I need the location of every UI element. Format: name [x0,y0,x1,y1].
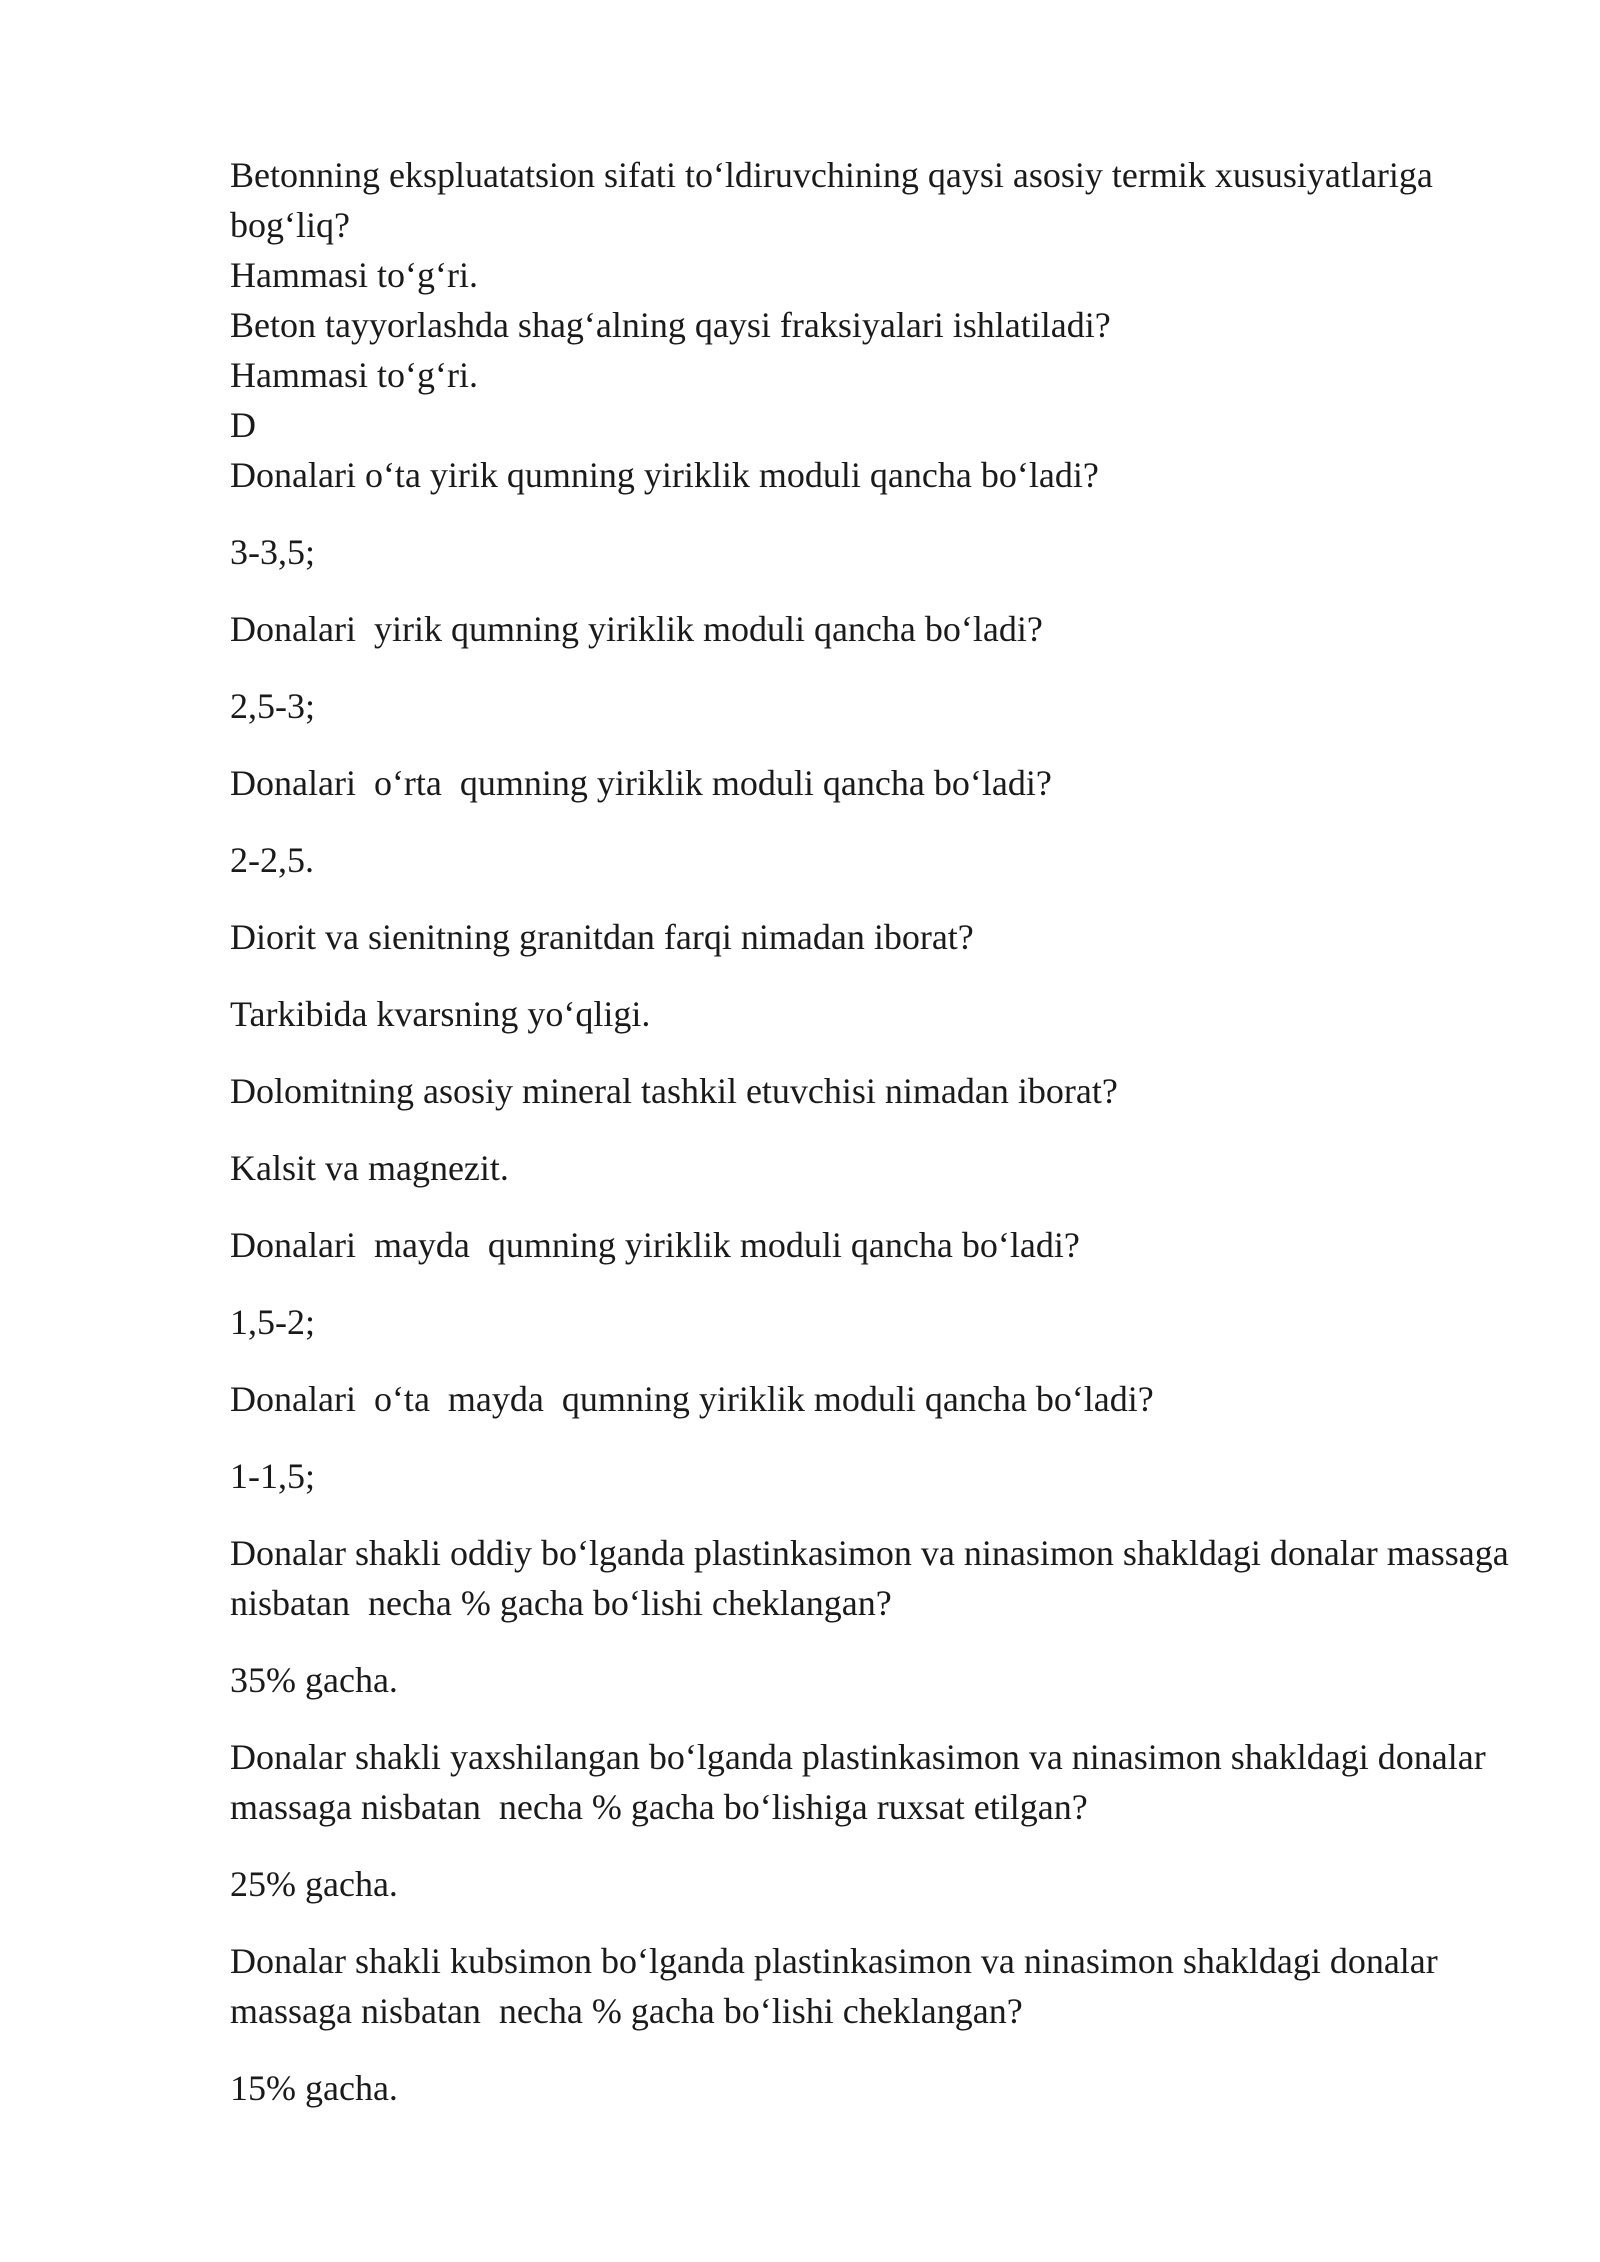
question-text: Donalari o‘ta mayda qumning yiriklik moduli qancha bo‘ladi? [230,1379,1154,1419]
question-text: Donalari mayda qumning yiriklik moduli qancha bo‘ladi? [230,1225,1080,1265]
question-text: Donalar shakli oddiy bo‘lganda plastinkasimon va ninasimon shakldagi donalar massaga nisbatan necha % gacha bo‘lishi cheklangan? [230,1533,1518,1623]
answer-text: 15% gacha. [230,2068,398,2108]
answer-text: 1,5-2; [230,1302,315,1342]
question-text: Dolomitning asosiy mineral tashkil etuvchisi nimadan iborat? [230,1071,1118,1111]
answer-text: 2,5-3; [230,686,315,726]
answer-text: Hammasi to‘g‘ri. [230,255,478,295]
answer-text: 3-3,5; [230,532,315,572]
question-text: Donalar shakli kubsimon bo‘lganda plastinkasimon va ninasimon shakldagi donalar massaga nisbatan necha % gacha bo‘lishi cheklangan? [230,1941,1447,2031]
question-text: Diorit va sienitning granitdan farqi nimadan iborat? [230,917,974,957]
answer-text: Tarkibida kvarsning yo‘qligi. [230,994,651,1034]
answer-text: 2-2,5. [230,840,314,880]
section-letter: D [230,405,256,445]
answer-text: 25% gacha. [230,1864,398,1904]
answer-text: Hammasi to‘g‘ri. [230,355,478,395]
question-text: Donalar shakli yaxshilangan bo‘lganda plastinkasimon va ninasimon shakldagi donalar massaga nisbatan necha % gacha bo‘lishiga ruxsat etilgan? [230,1737,1495,1827]
question-text: Donalari o‘rta qumning yiriklik moduli qancha bo‘ladi? [230,763,1052,803]
question-text: Donalari o‘ta yirik qumning yiriklik moduli qancha bo‘ladi? [230,455,1099,495]
question-text: Betonning ekspluatatsion sifati to‘ldiruvchining qaysi asosiy termik xususiyatlariga bog‘liq? [230,155,1442,245]
question-text: Beton tayyorlashda shag‘alning qaysi fraksiyalari ishlatiladi? [230,305,1111,345]
document-body [230,150,1520,2113]
answer-text: Kalsit va magnezit. [230,1148,509,1188]
answer-text: 1-1,5; [230,1456,315,1496]
question-text: Donalari yirik qumning yiriklik moduli qancha bo‘ladi? [230,609,1043,649]
answer-text: 35% gacha. [230,1660,398,1700]
